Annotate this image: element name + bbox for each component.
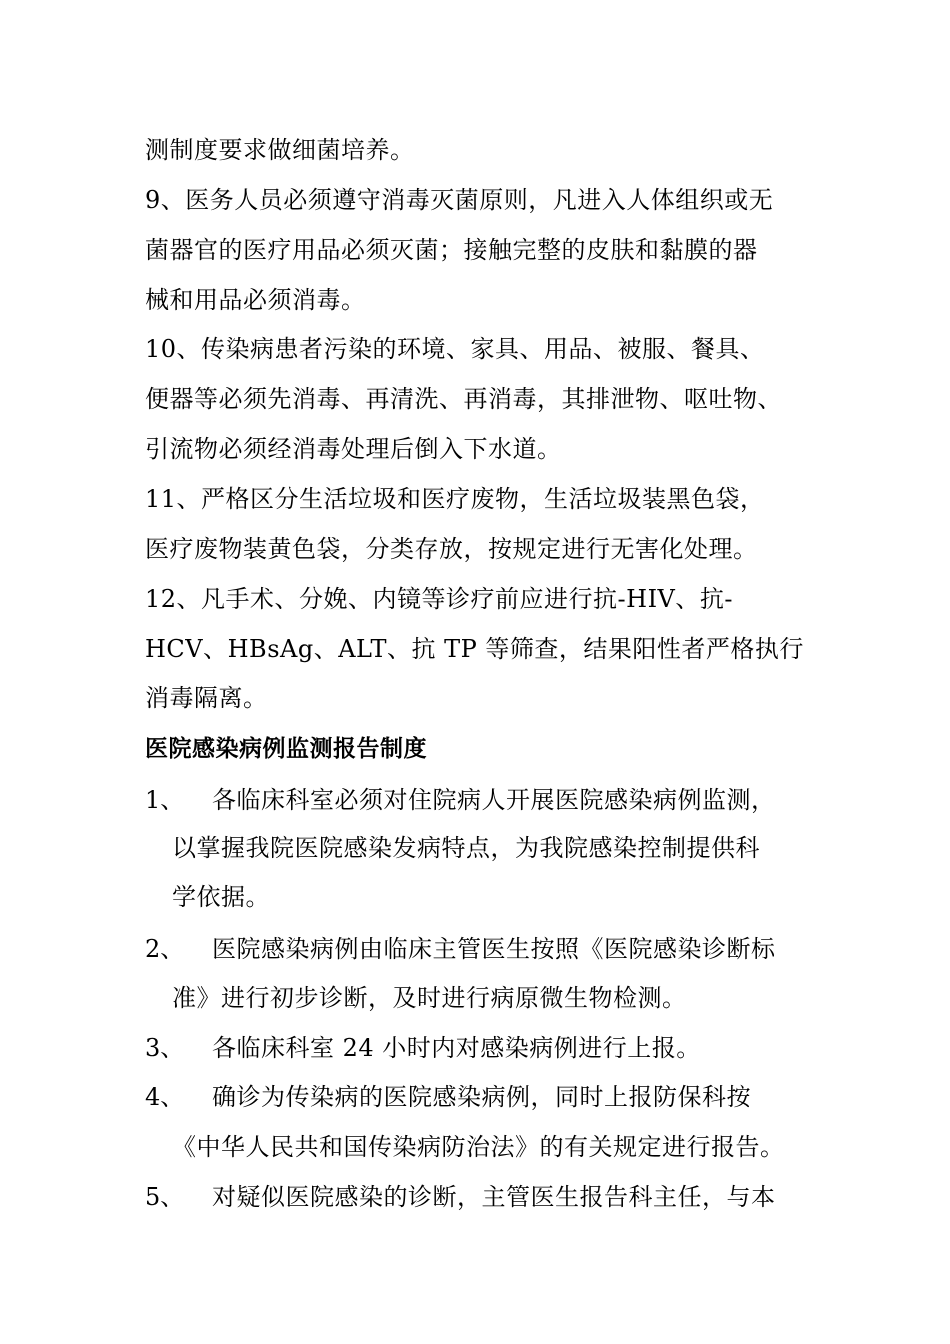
paragraph-line: 菌器官的医疗用品必须灭菌；接触完整的皮肤和黏膜的器 [145, 236, 758, 264]
paragraph-line: 医疗废物装黄色袋，分类存放，按规定进行无害化处理。 [145, 535, 758, 563]
section-heading: 医院感染病例监测报告制度 [145, 736, 427, 762]
list-item-number: 1、 [145, 786, 185, 814]
paragraph-line: 9、医务人员必须遵守消毒灭菌原则，凡进入人体组织或无 [145, 186, 774, 214]
list-item-text: 准》进行初步诊断，及时进行病原微生物检测。 [172, 984, 687, 1012]
list-item-text: 各临床科室 24 小时内对感染病例进行上报。 [212, 1034, 701, 1062]
list-item-text: 医院感染病例由临床主管医生按照《医院感染诊断标 [212, 935, 776, 963]
paragraph-line: 引流物必须经消毒处理后倒入下水道。 [145, 435, 562, 463]
paragraph-line: 10、传染病患者污染的环境、家具、用品、被服、餐具、 [145, 335, 765, 363]
paragraph-line: 械和用品必须消毒。 [145, 286, 366, 314]
paragraph-line: 消毒隔离。 [145, 684, 268, 712]
list-item-number: 4、 [145, 1083, 185, 1111]
paragraph-line: 测制度要求做细菌培养。 [145, 136, 415, 164]
list-item-text: 确诊为传染病的医院感染病例，同时上报防保科按 [212, 1083, 751, 1111]
list-item-text: 学依据。 [172, 883, 270, 911]
paragraph-line: 11、严格区分生活垃圾和医疗废物，生活垃圾装黑色袋， [145, 485, 765, 513]
paragraph-line: HCV、HBsAg、ALT、抗 TP 等筛查，结果阳性者严格执行 [145, 635, 804, 663]
list-item-text: 《中华人民共和国传染病防治法》的有关规定进行报告。 [172, 1133, 785, 1161]
list-item-number: 3、 [145, 1034, 185, 1062]
list-item-text: 各临床科室必须对住院病人开展医院感染病例监测， [212, 786, 776, 814]
paragraph-line: 12、凡手术、分娩、内镜等诊疗前应进行抗-HIV、抗- [145, 585, 733, 613]
list-item-number: 2、 [145, 935, 185, 963]
paragraph-line: 便器等必须先消毒、再清洗、再消毒，其排泄物、呕吐物、 [145, 385, 782, 413]
list-item-number: 5、 [145, 1183, 185, 1211]
list-item-text: 以掌握我院医院感染发病特点，为我院感染控制提供科 [172, 834, 760, 862]
list-item-text: 对疑似医院感染的诊断，主管医生报告科主任，与本 [212, 1183, 776, 1211]
